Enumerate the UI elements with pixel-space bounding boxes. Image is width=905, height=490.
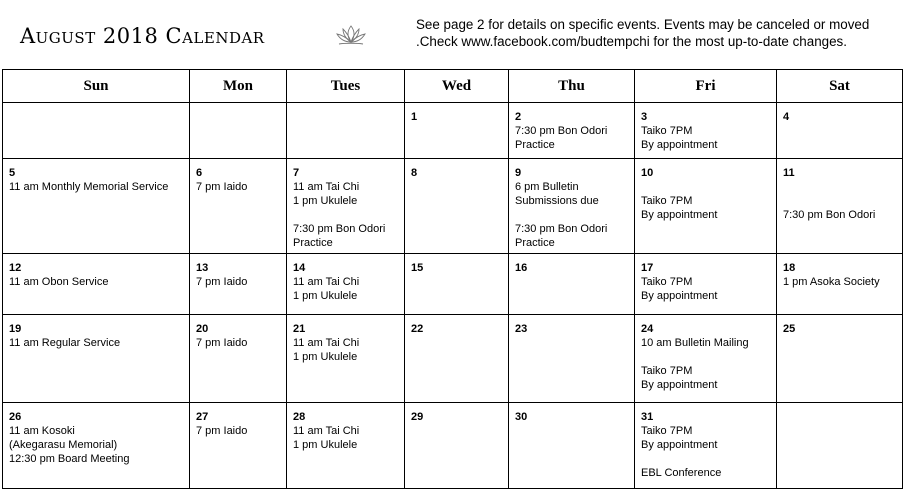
day-cell	[287, 403, 405, 489]
day-number: 19	[9, 323, 22, 335]
event-line: 11 am Tai Chi	[293, 181, 360, 193]
weekday-header-4: Thu	[509, 70, 635, 103]
event-line	[293, 208, 398, 222]
event-line: 7:30 pm Bon Odori	[783, 209, 876, 221]
weekday-header-row	[3, 70, 903, 103]
day-cell	[777, 254, 903, 315]
day-number: 26	[9, 411, 22, 423]
event-line: Submissions due	[515, 195, 599, 207]
day-cell	[509, 159, 635, 254]
day-number: 24	[641, 323, 654, 335]
event-line: 11 am Kosoki	[9, 425, 75, 437]
events-note	[416, 16, 896, 50]
day-number: 16	[515, 262, 528, 274]
day-cell	[3, 103, 190, 159]
note-line-1: See page 2 for details on specific events. Events may be canceled or moved	[416, 17, 870, 32]
day-cell	[635, 159, 777, 254]
day-cell	[287, 254, 405, 315]
weekday-header-5: Fri	[635, 70, 777, 103]
week-row	[3, 159, 903, 254]
event-line: 7:30 pm Bon Odori	[515, 125, 608, 137]
day-number: 7	[293, 167, 300, 179]
day-number: 6	[196, 167, 203, 179]
day-number: 31	[641, 411, 654, 423]
event-line: EBL Conference	[641, 467, 722, 479]
day-number: 3	[641, 111, 648, 123]
event-line: Practice	[515, 139, 555, 151]
event-line: By appointment	[641, 290, 718, 302]
event-line: 10 am Bulletin Mailing	[641, 337, 749, 349]
event-line: 7 pm Iaido	[196, 425, 248, 437]
event-line: 11 am Tai Chi	[293, 337, 360, 349]
event-line: 1 pm Ukulele	[293, 351, 358, 363]
lotus-icon	[333, 22, 369, 48]
day-cell	[777, 403, 903, 489]
event-line: Taiko 7PM	[641, 125, 693, 137]
day-cell	[287, 159, 405, 254]
day-cell	[635, 403, 777, 489]
event-line: 1 pm Ukulele	[293, 439, 358, 451]
day-cell	[190, 159, 287, 254]
event-line: 1 pm Ukulele	[293, 290, 358, 302]
event-line: By appointment	[641, 379, 718, 391]
event-line	[783, 194, 896, 208]
day-cell	[405, 403, 509, 489]
day-cell	[777, 315, 903, 403]
day-cell	[777, 159, 903, 254]
day-cell	[287, 315, 405, 403]
day-cell	[3, 403, 190, 489]
day-number: 5	[9, 167, 16, 179]
event-line: Practice	[515, 237, 555, 249]
day-number: 28	[293, 411, 306, 423]
page-title: August 2018 Calendar	[20, 24, 265, 48]
event-line: 7:30 pm Bon Odori	[293, 223, 386, 235]
event-line: 11 am Obon Service	[9, 276, 109, 288]
day-number: 25	[783, 323, 796, 335]
day-number: 22	[411, 323, 424, 335]
day-number: 17	[641, 262, 654, 274]
weekday-header-3: Wed	[405, 70, 509, 103]
event-line: By appointment	[641, 139, 718, 151]
day-cell	[287, 103, 405, 159]
day-cell	[190, 315, 287, 403]
day-number: 29	[411, 411, 424, 423]
weekday-header-0: Sun	[3, 70, 190, 103]
event-line	[783, 180, 896, 194]
week-row	[3, 315, 903, 403]
event-line: 7 pm Iaido	[196, 181, 248, 193]
day-cell	[635, 103, 777, 159]
day-cell	[405, 103, 509, 159]
event-line: 1 pm Asoka Society	[783, 276, 880, 288]
day-number: 11	[783, 167, 795, 179]
event-line: By appointment	[641, 209, 718, 221]
day-number: 15	[411, 262, 424, 274]
event-line: 7:30 pm Bon Odori	[515, 223, 608, 235]
day-cell	[3, 254, 190, 315]
event-line: (Akegarasu Memorial)	[9, 439, 118, 451]
day-number: 4	[783, 111, 790, 123]
day-cell	[509, 103, 635, 159]
day-cell	[405, 315, 509, 403]
day-cell	[3, 159, 190, 254]
event-line: 7 pm Iaido	[196, 337, 248, 349]
week-row	[3, 254, 903, 315]
day-cell	[777, 103, 903, 159]
calendar-grid	[2, 69, 903, 489]
day-number: 10	[641, 167, 654, 179]
event-line: Taiko 7PM	[641, 276, 693, 288]
event-line	[641, 350, 770, 364]
day-number: 8	[411, 167, 418, 179]
day-cell	[509, 315, 635, 403]
day-number: 9	[515, 167, 522, 179]
day-number: 1	[411, 111, 418, 123]
event-line: 11 am Regular Service	[9, 337, 121, 349]
day-number: 18	[783, 262, 796, 274]
day-cell	[509, 254, 635, 315]
event-line: 11 am Tai Chi	[293, 425, 360, 437]
event-line	[515, 208, 628, 222]
day-cell	[190, 254, 287, 315]
day-number: 13	[196, 262, 209, 274]
event-line: 6 pm Bulletin	[515, 181, 579, 193]
calendar-header	[0, 0, 905, 70]
day-cell	[509, 403, 635, 489]
event-line: By appointment	[641, 439, 718, 451]
day-number: 20	[196, 323, 209, 335]
event-line: Taiko 7PM	[641, 425, 693, 437]
event-line: 1 pm Ukulele	[293, 195, 358, 207]
event-line: 11 am Tai Chi	[293, 276, 360, 288]
day-cell	[190, 103, 287, 159]
event-line: 11 am Monthly Memorial Service	[9, 181, 169, 193]
day-cell	[190, 403, 287, 489]
week-row	[3, 403, 903, 489]
day-number: 23	[515, 323, 528, 335]
day-cell	[3, 315, 190, 403]
weekday-header-2: Tues	[287, 70, 405, 103]
week-row	[3, 103, 903, 159]
event-line: Taiko 7PM	[641, 365, 693, 377]
day-cell	[405, 159, 509, 254]
day-cell	[405, 254, 509, 315]
day-number: 14	[293, 262, 306, 274]
weekday-header-1: Mon	[190, 70, 287, 103]
weekday-header-6: Sat	[777, 70, 903, 103]
event-line: Taiko 7PM	[641, 195, 693, 207]
event-line: 12:30 pm Board Meeting	[9, 453, 130, 465]
event-line: 7 pm Iaido	[196, 276, 248, 288]
day-cell	[635, 315, 777, 403]
event-line	[641, 180, 770, 194]
day-number: 27	[196, 411, 209, 423]
day-number: 21	[293, 323, 306, 335]
day-cell	[635, 254, 777, 315]
event-line: Practice	[293, 237, 333, 249]
note-line-2: .Check www.facebook.com/budtempchi for the most up-to-date changes.	[416, 34, 847, 49]
day-number: 30	[515, 411, 528, 423]
event-line	[641, 452, 770, 466]
day-number: 12	[9, 262, 22, 274]
day-number: 2	[515, 111, 522, 123]
